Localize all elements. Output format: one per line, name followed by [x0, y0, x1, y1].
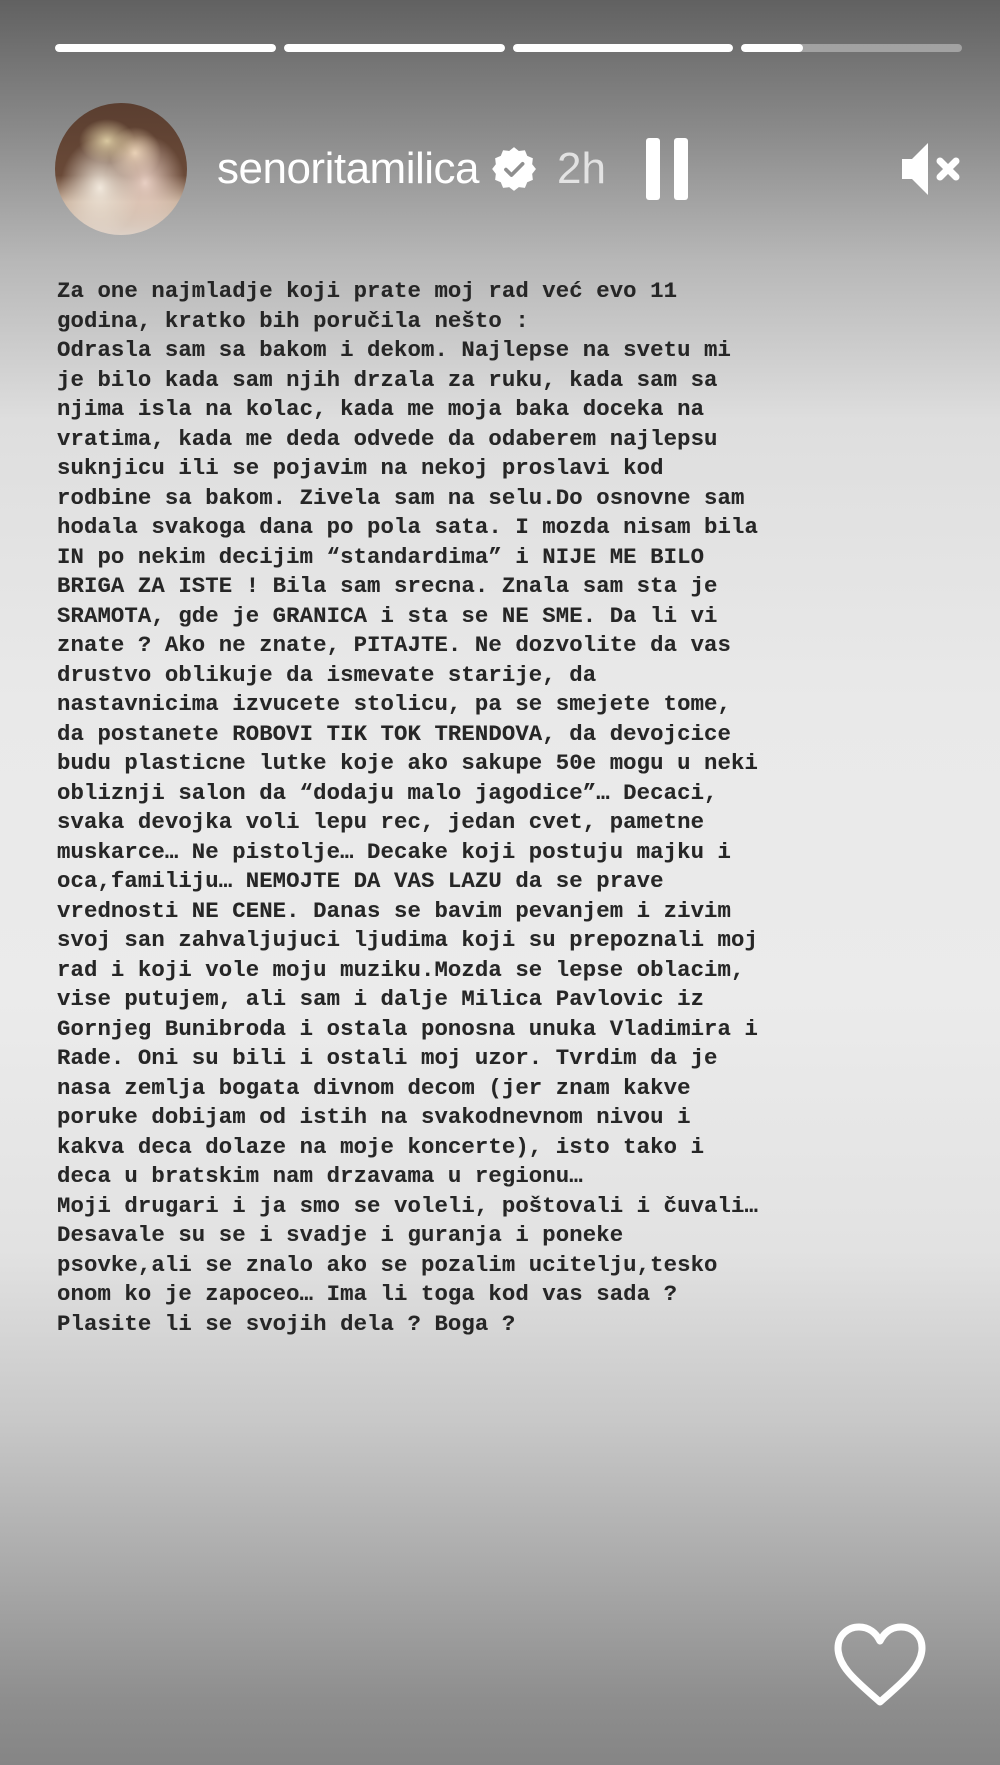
caption-line: poruke dobijam od istih na svakodnevnom nivou i — [57, 1104, 691, 1130]
caption-line: suknjicu ili se pojavim na nekoj proslavi kod — [57, 455, 664, 481]
caption-line: godina, kratko bih poručila nešto : — [57, 307, 529, 334]
caption-line: drustvo oblikuje da ismevate starije, da — [57, 661, 597, 688]
caption-line: obliznji salon da “dodaju malo jagodice”… Decaci, — [57, 779, 718, 806]
heart-outline-icon — [838, 1627, 922, 1702]
caption-line: oca,familiju… NEMOJTE DA VAS LAZU da se prave — [57, 868, 664, 894]
caption-line: znate ? Ako ne znate, PITAJTE. Ne dozvolite da vas — [57, 632, 732, 658]
progress-fill — [55, 44, 276, 52]
caption-line: svaka devojka voli lepu rec, jedan cvet, pametne — [57, 809, 705, 835]
story-progress-bar — [55, 44, 962, 52]
username-link[interactable]: senoritamilica — [217, 144, 479, 193]
caption-line: Gornjeg Bunibroda i ostala ponosna unuka Vladimira i — [57, 1015, 758, 1042]
caption-line: nasa zemlja bogata divnom decom (jer znam kakve — [57, 1074, 691, 1101]
caption-line: hodala svakoga dana po pola sata. I mozda nisam bila — [57, 514, 758, 540]
caption-line: kakva deca dolaze na moje koncerte), isto tako i — [57, 1133, 705, 1160]
story-caption-text — [57, 277, 987, 1339]
caption-line: njima isla na kolac, kada me moja baka doceka na — [57, 396, 705, 422]
progress-fill — [513, 44, 734, 52]
mute-button[interactable] — [898, 139, 962, 199]
caption-line: muskarce… Ne pistolje… Decake koji postuju majku i — [57, 838, 732, 865]
caption-line: budu plasticne lutke koje ako sakupe 50e mogu u neki — [57, 750, 758, 776]
speaker-muted-icon — [902, 143, 928, 195]
caption-line: je bilo kada sam njih drzala za ruku, kada sam sa — [57, 366, 718, 393]
caption-line: BRIGA ZA ISTE ! Bila sam srecna. Znala sam sta je — [57, 573, 718, 599]
caption-line: vrednosti NE CENE. Danas se bavim pevanjem i zivim — [57, 897, 732, 924]
caption-line: onom ko je zapoceo… Ima li toga kod vas sada ? — [57, 1281, 678, 1307]
progress-segment-3 — [513, 44, 734, 52]
caption-line: Odrasla sam sa bakom i dekom. Najlepse na svetu mi — [57, 337, 732, 363]
pause-button[interactable] — [646, 138, 688, 200]
verified-badge-icon — [491, 146, 537, 192]
caption-line: rad i koji vole moju muziku.Mozda se lepse oblacim, — [57, 956, 745, 983]
progress-segment-2 — [284, 44, 505, 52]
caption-line: vratima, kada me deda odvede da odaberem najlepsu — [57, 425, 718, 452]
progress-fill — [284, 44, 505, 52]
progress-segment-4 — [741, 44, 962, 52]
caption-line: da postanete ROBOVI TIK TOK TRENDOVA, da devojcice — [57, 720, 732, 747]
caption-line: svoj san zahvaljujuci ljudima koji su prepoznali moj — [57, 927, 758, 953]
caption-line: vise putujem, ali sam i dalje Milica Pavlovic iz — [57, 986, 705, 1012]
caption-line: rodbine sa bakom. Zivela sam na selu.Do osnovne sam — [57, 484, 745, 511]
caption-line: psovke,ali se znalo ako se pozalim ucitelju,tesko — [57, 1251, 718, 1278]
caption-line: Za one najmladje koji prate moj rad već evo 11 — [57, 278, 678, 304]
story-timestamp: 2h — [556, 144, 606, 193]
caption-line: Moji drugari i ja smo se voleli, poštovali i čuvali… — [57, 1192, 758, 1219]
caption-line: IN po nekim decijim “standardima” i NIJE ME BILO — [57, 543, 705, 570]
caption-line: Rade. Oni su bili i ostali moj uzor. Tvrdim da je — [57, 1045, 718, 1071]
caption-line: nastavnicima izvucete stolicu, pa se smejete tome, — [57, 691, 732, 717]
progress-fill — [741, 44, 803, 52]
caption-line: Desavale su se i svadje i guranja i poneke — [57, 1222, 624, 1248]
avatar[interactable] — [55, 103, 187, 235]
caption-line: SRAMOTA, gde je GRANICA i sta se NE SME. Da li vi — [57, 602, 718, 629]
caption-line: deca u bratskim nam drzavama u regionu… — [57, 1163, 583, 1189]
progress-segment-1 — [55, 44, 276, 52]
like-button[interactable] — [830, 1620, 930, 1710]
story-header — [55, 104, 962, 234]
caption-line: Plasite li se svojih dela ? Boga ? — [57, 1310, 516, 1337]
